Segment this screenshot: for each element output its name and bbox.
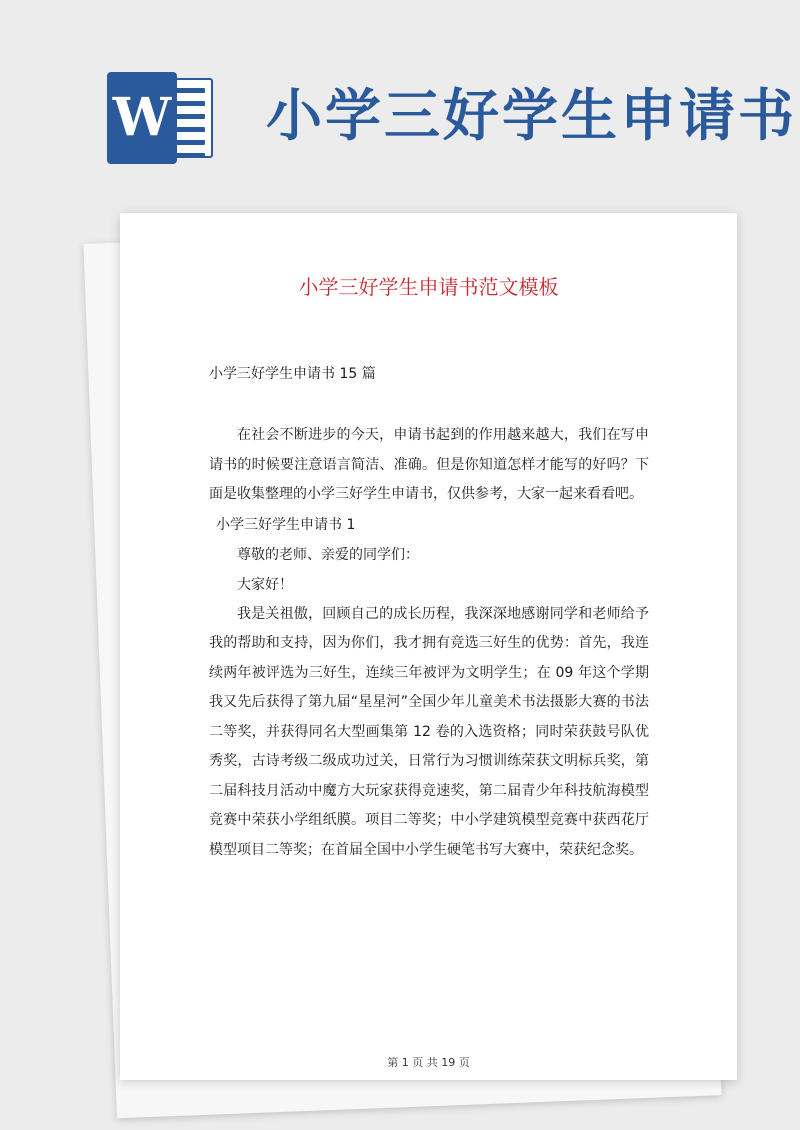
section-heading: 小学三好学生申请书 1 [216, 516, 356, 533]
hello-line: 大家好！ [237, 576, 293, 593]
greeting-line: 尊敬的老师、亲爱的同学们： [237, 546, 419, 563]
document-page [120, 213, 737, 1080]
intro-paragraph: 在社会不断进步的今天，申请书起到的作用越来越大，我们在写申请书的时候要注意语言简洁、准确。但是你知道怎样才能写的好吗？下面是收集整理的小学三好学生申请书，仅供参考，大家一起来看看吧。 [209, 427, 649, 502]
page-footer: 第 1 页 共 19 页 [387, 1056, 470, 1069]
document-body [209, 421, 649, 865]
word-document-icon [107, 72, 219, 164]
banner-header [0, 0, 800, 200]
word-letter: W [107, 72, 177, 164]
banner-title: 小学三好学生申请书 [266, 84, 797, 149]
document-title: 小学三好学生申请书范文模板 [298, 275, 559, 299]
body-paragraph: 我是关祖傲，回顾自己的成长历程，我深深地感谢同学和老师给予我的帮助和支持，因为你们，我才拥有竞选三好生的优势：首先，我连续两年被评选为三好生，连续三年被评为文明学生；在 09 年这个学期我又先后获得了第九届“星星河”全国少年儿童美术书法摄影大赛的书法二等奖，并获得同名大型画集第 12 卷的入选资格；同时荣获鼓号队优秀奖，古诗考级二级成功过关，日常行为习惯训练荣获文明标兵奖，第二届科技月活动中魔方大玩家获得竞速奖，第二届青少年科技航海模型竞赛中荣获小学组纸膜。项目二等奖；中小学建筑模型竞赛中获西花厅模型项目二等奖；在首届全国中小学生硬笔书写大赛中，荣获纪念奖。 [209, 605, 649, 858]
document-subtitle: 小学三好学生申请书 15 篇 [209, 366, 376, 382]
